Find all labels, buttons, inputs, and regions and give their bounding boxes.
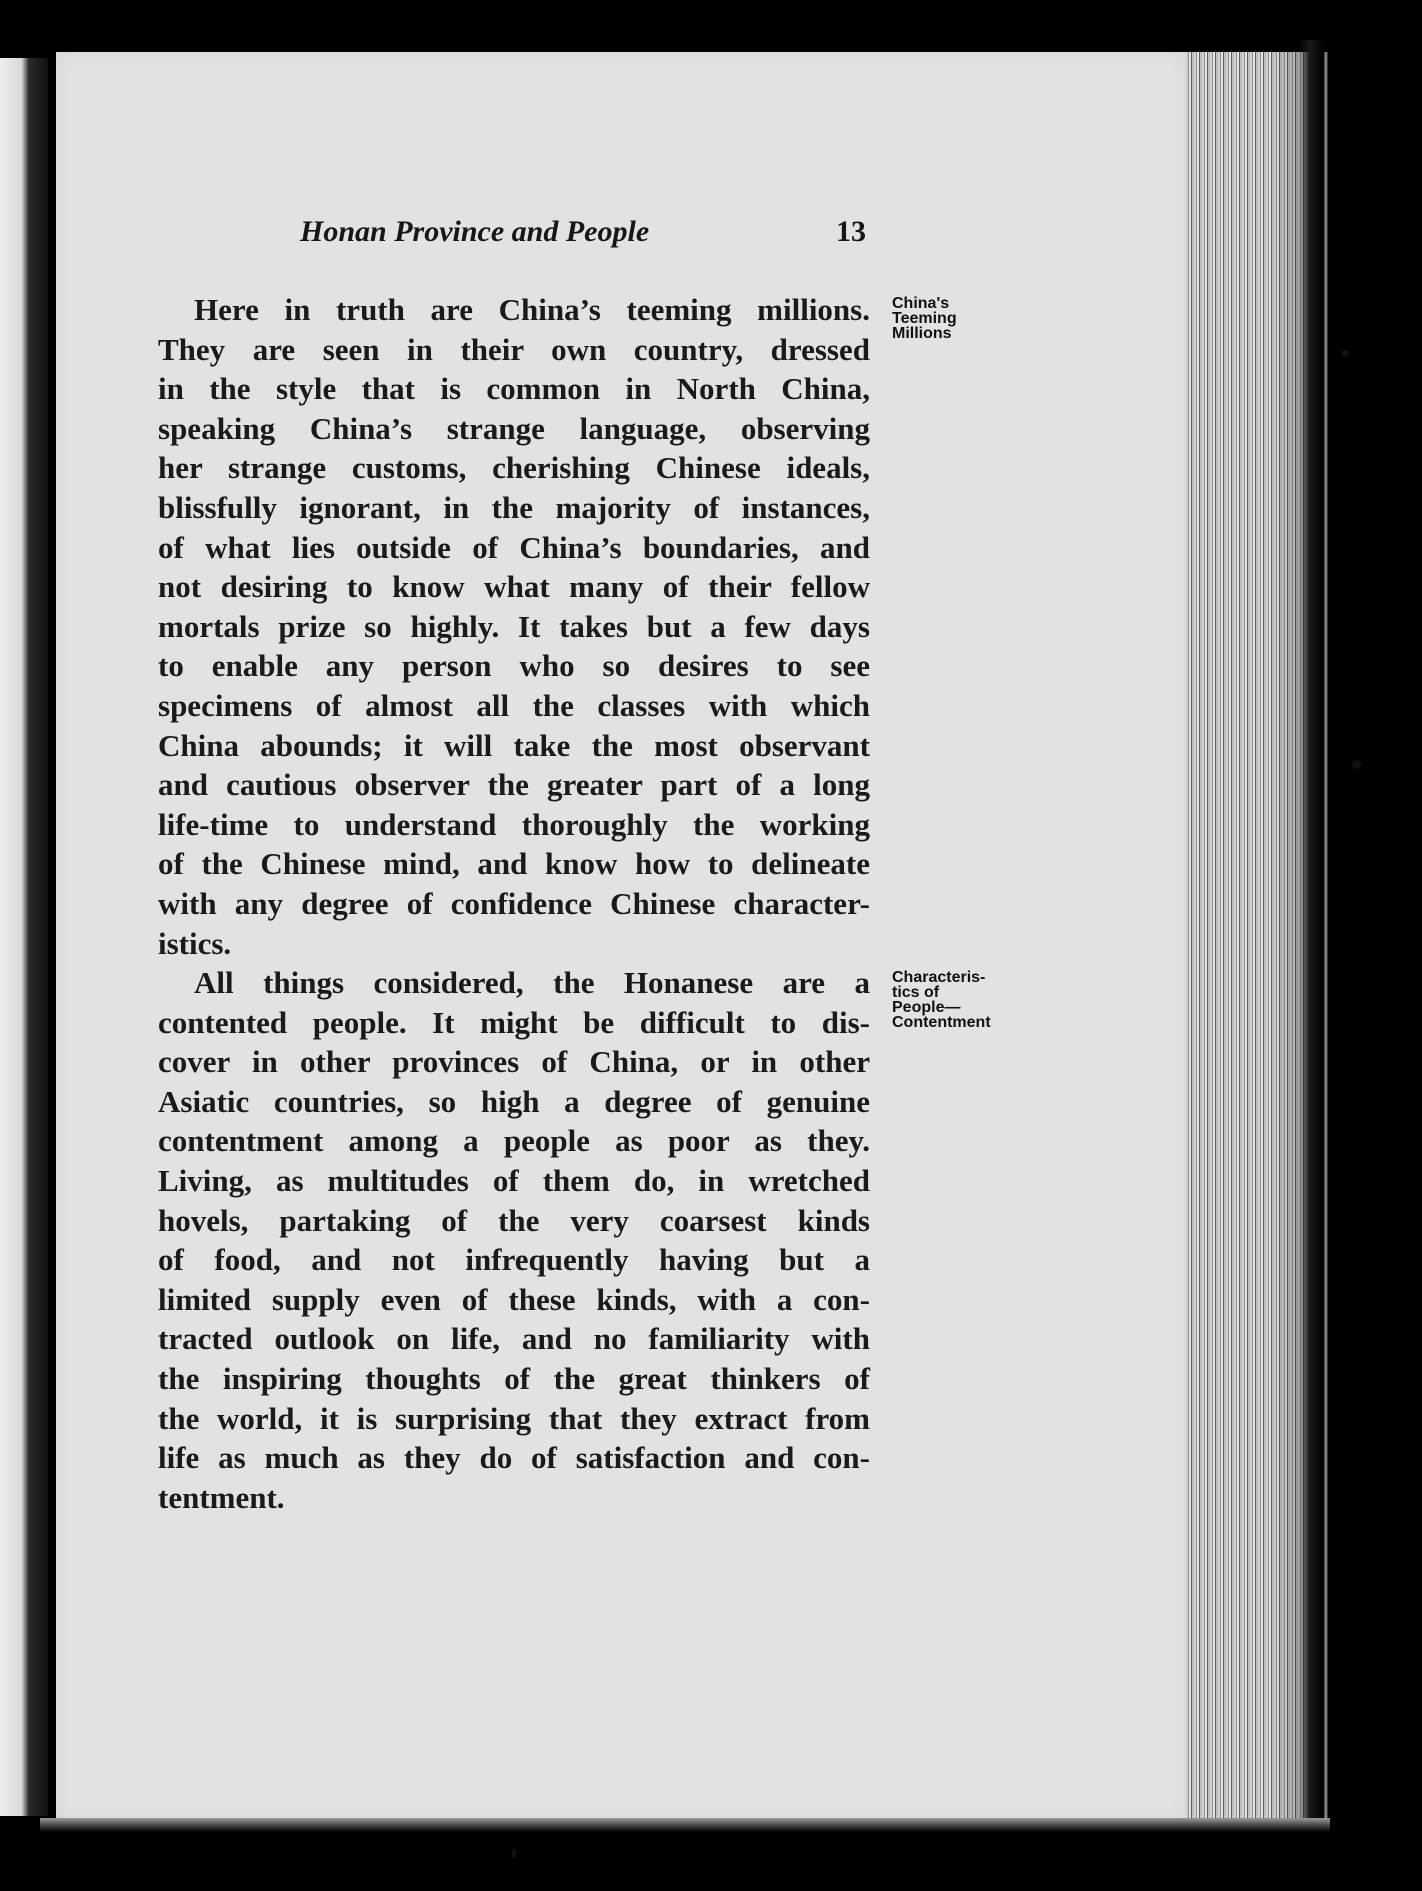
- marginal-note-line: Millions: [892, 325, 952, 342]
- marginal-note-line: Characteris-: [892, 969, 986, 986]
- text-line: limited supply even of these kinds, with a con-: [158, 1281, 870, 1317]
- text-line: China abounds; it will take the most observant: [158, 727, 870, 763]
- marginal-note-line: tics of: [892, 984, 940, 1001]
- text-line: cover in other provinces of China, or in other: [158, 1044, 870, 1080]
- scan-speck: [1342, 350, 1349, 357]
- marginal-note-line: China's: [892, 295, 950, 312]
- text-line: of what lies outside of China’s boundaries, and: [158, 529, 870, 565]
- text-line: Asiatic countries, so high a degree of genuine: [158, 1083, 870, 1119]
- text-line: Living, as multitudes of them do, in wretched: [158, 1162, 870, 1198]
- scan-speck: [512, 1848, 516, 1858]
- text-line: Here in truth are China’s teeming millions.: [194, 292, 870, 327]
- text-line: life as much as they do of satisfaction and con-: [158, 1440, 870, 1476]
- text-line: All things considered, the Honanese are a: [194, 965, 870, 1000]
- text-line: life-time to understand thoroughly the working: [158, 806, 870, 842]
- text-line: tentment.: [158, 1479, 285, 1515]
- paragraph-contentment: [158, 963, 870, 1517]
- text-line: in the style that is common in North China,: [158, 371, 870, 407]
- text-line: with any degree of confidence Chinese character-: [158, 885, 870, 921]
- marginal-note-teeming-millions: [892, 296, 1062, 341]
- text-line: contentment among a people as poor as they.: [158, 1123, 870, 1159]
- text-line: mortals prize so highly. It takes but a few days: [158, 608, 870, 644]
- text-line: and cautious observer the greater part of a long: [158, 767, 870, 803]
- text-line: blissfully ignorant, in the majority of instances,: [158, 489, 870, 525]
- text-line: not desiring to know what many of their fellow: [158, 569, 870, 605]
- text-line: of the Chinese mind, and know how to delineate: [158, 846, 870, 882]
- text-line: speaking China’s strange language, observing: [158, 410, 870, 446]
- paragraph-teeming-millions: [158, 290, 870, 963]
- text-line: contented people. It might be difficult to dis-: [158, 1004, 870, 1040]
- text-line: of food, and not infrequently having but a: [158, 1242, 870, 1278]
- page-number: 13: [836, 215, 866, 248]
- text-line: istics.: [158, 925, 232, 961]
- marginal-note-line: Teeming: [892, 310, 957, 327]
- text-line: They are seen in their own country, dressed: [158, 331, 870, 367]
- text-line: hovels, partaking of the very coarsest kinds: [158, 1202, 870, 1238]
- scan-speck: [1352, 760, 1361, 769]
- marginal-note-contentment: [892, 970, 1062, 1030]
- running-head: Honan Province and People: [300, 215, 650, 248]
- marginal-note-line: People—: [892, 999, 961, 1016]
- book-cover-edge: [1300, 40, 1324, 1830]
- text-line: specimens of almost all the classes with which: [158, 687, 870, 723]
- text-line: her strange customs, cherishing Chinese ideals,: [158, 450, 870, 486]
- text-line: the inspiring thoughts of the great thinkers of: [158, 1360, 870, 1396]
- marginal-note-line: Contentment: [892, 1014, 991, 1031]
- text-line: the world, it is surprising that they extract from: [158, 1400, 870, 1436]
- left-page-edge: [0, 58, 48, 1816]
- page-bottom-edge: [40, 1818, 1330, 1832]
- text-line: to enable any person who so desires to see: [158, 648, 870, 684]
- text-line: tracted outlook on life, and no familiarity with: [158, 1321, 870, 1357]
